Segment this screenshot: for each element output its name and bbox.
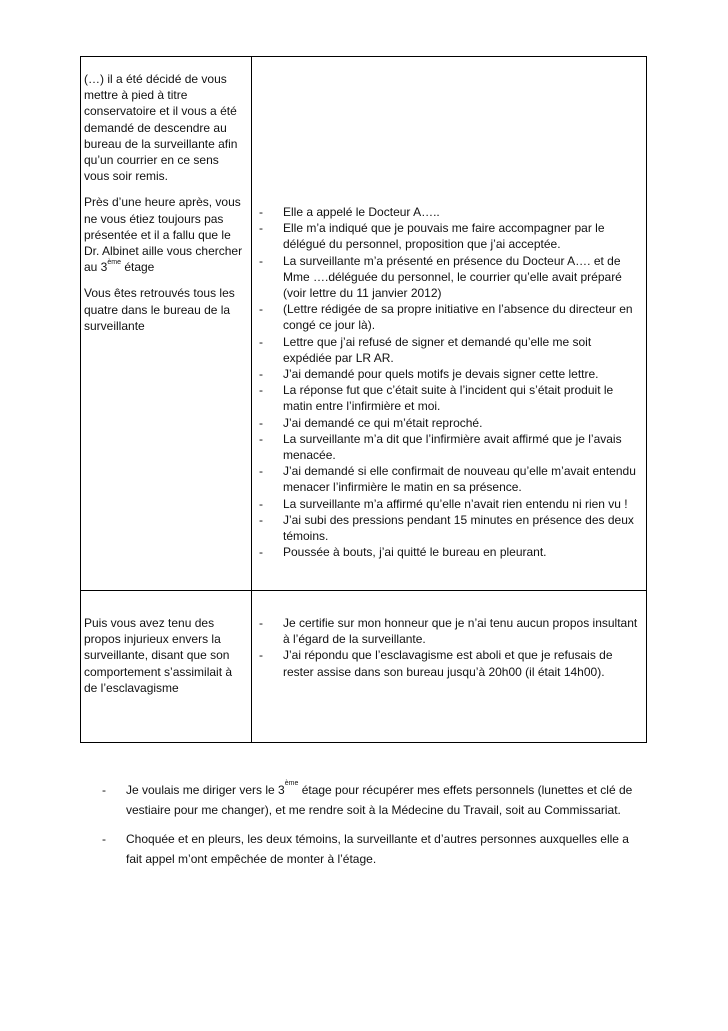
list-item: - J’ai demandé si elle confirmait de nouveau qu’elle m’avait entendu menacer l’infirmière le matin en sa présence. (259, 463, 640, 495)
list-item: - J’ai demandé ce qui m’était reproché. (259, 415, 640, 431)
list-item: - J’ai répondu que l’esclavagisme est aboli et que je refusais de rester assise dans son bureau jusqu’à 20h00 (il était 14h00). (259, 647, 640, 679)
accusation-cell (81, 57, 252, 591)
response-cell (252, 57, 647, 591)
table-row (81, 57, 647, 591)
list-item: - J’ai demandé pour quels motifs je devais signer cette lettre. (259, 366, 640, 382)
accusation-paragraph: Puis vous avez tenu des propos injurieux envers la surveillante, disant que son comportement s’assimilait à de l’esclavagisme (84, 616, 233, 695)
accusation-cell (81, 591, 252, 743)
statement-table (80, 56, 647, 743)
list-item: - Lettre que j’ai refusé de signer et demandé qu’elle me soit expédiée par LR AR. (259, 334, 640, 366)
list-item: - (Lettre rédigée de sa propre initiative en l’absence du directeur en congé ce jour là). (259, 301, 640, 333)
accusation-paragraph (84, 194, 247, 275)
list-item: - Elle m’a indiqué que je pouvais me faire accompagner par le délégué du personnel, proposition que j’ai acceptée. (259, 220, 640, 252)
list-item: - La surveillante m’a présenté en présence du Docteur A…. et de Mme ….déléguée du personnel, le courrier qu’elle avait préparé (voir lettre du 11 janvier 2012) (259, 253, 640, 302)
accusation-text: étage (120, 260, 155, 275)
response-list (259, 615, 640, 680)
list-item (102, 780, 642, 820)
accusation-paragraph: Vous êtes retrouvés tous les quatre dans le bureau de la surveillante (84, 286, 235, 333)
response-cell (252, 591, 647, 743)
list-item: - Poussée à bouts, j’ai quitté le bureau en pleurant. (259, 544, 640, 560)
continuation-list (102, 780, 642, 869)
list-item: - La réponse fut que c’était suite à l’incident qui s’était produit le matin entre l’infirmière et moi. (259, 382, 640, 414)
item-text: Je voulais me diriger vers le 3 (126, 783, 285, 797)
response-list (259, 204, 640, 560)
superscript: ème (284, 780, 299, 787)
list-item: - Choquée et en pleurs, les deux témoins, la surveillante et d’autres personnes auxquelles elle a fait appel m’ont empêchée de monter à l’étage. (102, 829, 642, 869)
list-item: - J’ai subi des pressions pendant 15 minutes en présence des deux témoins. (259, 512, 640, 544)
list-item: - Je certifie sur mon honneur que je n’ai tenu aucun propos insultant à l’égard de la surveillante. (259, 615, 640, 647)
item-text: étage pour récupérer mes effets personnels (lunettes et clé de vestiaire pour me changer), et me rendre soit à la Médecine du Travail, soit au Commissariat. (126, 783, 633, 817)
continuation-list-block (102, 780, 642, 878)
accusation-text: Près d’une heure après, vous ne vous étiez toujours pas présentée et il a fallu que le Dr. Albinet aille vous chercher au 3 (84, 195, 243, 275)
list-item: - Elle a appelé le Docteur A….. (259, 204, 640, 220)
superscript: ème (107, 259, 121, 267)
list-item: - La surveillante m’a dit que l’infirmière avait affirmé que je l’avais menacée. (259, 431, 640, 463)
table-row (81, 591, 647, 743)
accusation-paragraph: (…) il a été décidé de vous mettre à pied à titre conservatoire et il vous a été demandé de descendre au bureau de la surveillante afin qu’un courrier en ce sens vous soir remis. (84, 72, 238, 184)
list-item: - La surveillante m’a affirmé qu’elle n’avait rien entendu ni rien vu ! (259, 496, 640, 512)
